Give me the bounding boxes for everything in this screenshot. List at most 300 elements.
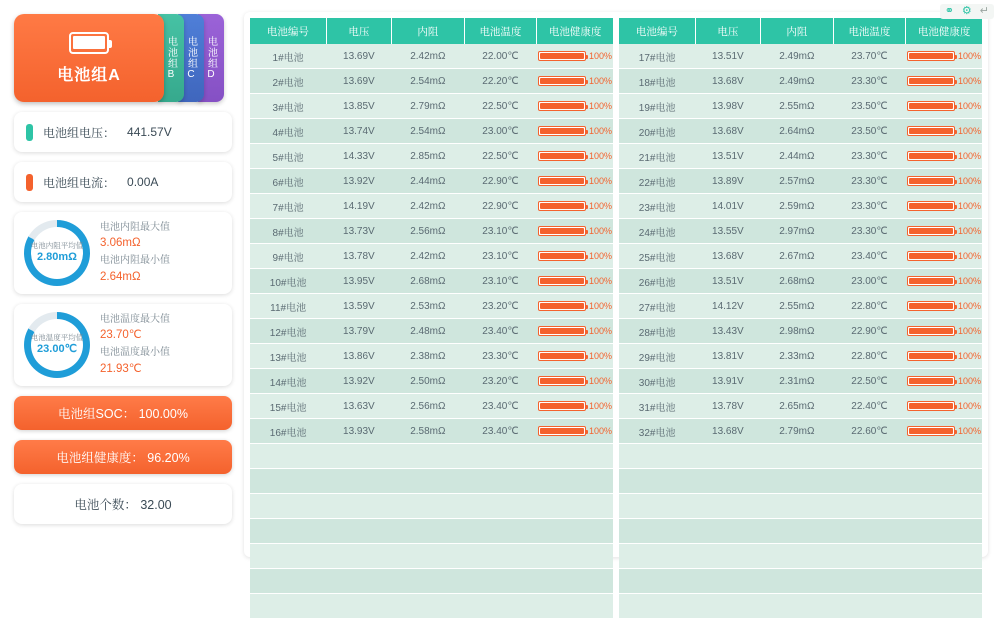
cell-temp: 23.70℃ [833, 44, 906, 69]
cell-resistance: 2.50mΩ [392, 369, 465, 394]
cell-voltage: 13.95V [326, 269, 391, 294]
table-body-right [619, 44, 982, 619]
cell-temp: 23.00℃ [464, 119, 537, 144]
cell-empty [906, 519, 982, 544]
soh-bar [538, 201, 586, 211]
soh-bar [907, 101, 955, 111]
cell-empty [833, 544, 906, 569]
soh-percent: 100% [588, 201, 612, 211]
cell-temp: 23.40℃ [464, 419, 537, 444]
cell-temp: 23.20℃ [464, 294, 537, 319]
table-row[interactable] [619, 169, 982, 194]
cell-resistance: 2.65mΩ [761, 394, 834, 419]
cell-soh [906, 169, 982, 194]
cell-voltage: 13.78V [326, 244, 391, 269]
cell-voltage: 13.69V [326, 44, 391, 69]
cell-id: 25#电池 [619, 244, 695, 269]
resistance-max-value: 3.06mΩ [100, 237, 141, 250]
table-row[interactable] [250, 144, 613, 169]
cell-empty [619, 594, 695, 619]
soh-bar [538, 226, 586, 236]
soh-percent: 100% [588, 76, 612, 86]
table-row-empty [250, 569, 613, 594]
cell-resistance: 2.31mΩ [761, 369, 834, 394]
soh-percent: 100% [957, 301, 981, 311]
battery-count-label: 电池个数： 32.00 [74, 498, 172, 512]
cell-id: 24#电池 [619, 219, 695, 244]
resistance-card [14, 212, 232, 294]
cell-soh [537, 244, 613, 269]
cell-resistance: 2.67mΩ [761, 244, 834, 269]
soh-bar [907, 251, 955, 261]
cell-resistance: 2.42mΩ [392, 244, 465, 269]
cell-resistance: 2.42mΩ [392, 194, 465, 219]
cell-resistance: 2.33mΩ [761, 344, 834, 369]
cell-id: 16#电池 [250, 419, 326, 444]
soh-percent: 100% [957, 401, 981, 411]
cell-soh [537, 119, 613, 144]
table-row[interactable] [250, 294, 613, 319]
cell-id: 14#电池 [250, 369, 326, 394]
cell-temp: 22.50℃ [464, 94, 537, 119]
cell-soh [906, 244, 982, 269]
cell-empty [250, 494, 326, 519]
table-row[interactable] [250, 244, 613, 269]
cell-empty [326, 569, 391, 594]
cell-id: 12#电池 [250, 319, 326, 344]
cell-voltage: 14.12V [695, 294, 760, 319]
cell-soh [906, 119, 982, 144]
soh-bar [538, 376, 586, 386]
cell-empty [761, 469, 834, 494]
soh-percent: 100% [957, 201, 981, 211]
cell-resistance: 2.54mΩ [392, 119, 465, 144]
table-row[interactable] [250, 119, 613, 144]
soh-bar [907, 151, 955, 161]
col-battery-id: 电池编号 [250, 18, 326, 44]
table-row[interactable] [250, 419, 613, 444]
cell-empty [250, 519, 326, 544]
cell-voltage: 13.59V [326, 294, 391, 319]
cell-empty [619, 444, 695, 469]
soh-percent: 100% [957, 176, 981, 186]
temperature-minmax [100, 312, 170, 379]
pack-soh-card [14, 440, 232, 474]
soh-percent: 100% [588, 376, 612, 386]
table-row-empty [250, 544, 613, 569]
soh-bar [538, 351, 586, 361]
cell-voltage: 14.01V [695, 194, 760, 219]
cell-id: 4#电池 [250, 119, 326, 144]
soh-percent: 100% [588, 51, 612, 61]
cell-id: 13#电池 [250, 344, 326, 369]
cell-voltage: 13.43V [695, 319, 760, 344]
table-row[interactable] [619, 294, 982, 319]
cell-empty [695, 469, 760, 494]
cell-id: 7#电池 [250, 194, 326, 219]
cell-id: 28#电池 [619, 319, 695, 344]
soh-percent: 100% [957, 426, 981, 436]
cell-empty [761, 494, 834, 519]
soh-bar [907, 376, 955, 386]
cell-id: 23#电池 [619, 194, 695, 219]
cell-soh [906, 144, 982, 169]
cell-id: 9#电池 [250, 244, 326, 269]
soh-bar [907, 276, 955, 286]
cell-resistance: 2.44mΩ [761, 144, 834, 169]
table-row[interactable] [250, 44, 613, 69]
cell-empty [537, 519, 613, 544]
cell-voltage: 13.63V [326, 394, 391, 419]
cell-empty [833, 594, 906, 619]
soh-bar [538, 76, 586, 86]
cell-temp: 22.40℃ [833, 394, 906, 419]
table-row[interactable] [250, 344, 613, 369]
temperature-gauge-value: 23.00℃ [37, 342, 77, 355]
link-icon[interactable]: ⚭ [944, 5, 954, 17]
table-row[interactable] [250, 394, 613, 419]
cell-empty [833, 444, 906, 469]
cell-soh [906, 194, 982, 219]
table-row-empty [250, 519, 613, 544]
soh-bar [538, 101, 586, 111]
soh-percent: 100% [588, 301, 612, 311]
resistance-gauge-value: 2.80mΩ [36, 250, 77, 263]
cell-empty [250, 544, 326, 569]
battery-count-card [14, 484, 232, 524]
col-soh: 电池健康度 [906, 18, 982, 44]
cell-voltage: 13.85V [326, 94, 391, 119]
cell-resistance: 2.98mΩ [761, 319, 834, 344]
cell-temp: 22.80℃ [833, 294, 906, 319]
cell-id: 31#电池 [619, 394, 695, 419]
cell-temp: 23.50℃ [833, 94, 906, 119]
cell-id: 2#电池 [250, 69, 326, 94]
cell-resistance: 2.79mΩ [761, 419, 834, 444]
cell-empty [761, 544, 834, 569]
table-row[interactable] [619, 94, 982, 119]
cell-temp: 22.80℃ [833, 344, 906, 369]
cell-soh [537, 94, 613, 119]
soh-percent: 100% [588, 426, 612, 436]
table-row[interactable] [619, 244, 982, 269]
cell-voltage: 13.51V [695, 269, 760, 294]
cell-empty [464, 519, 537, 544]
cell-soh [906, 69, 982, 94]
cell-empty [464, 544, 537, 569]
table-row[interactable] [250, 319, 613, 344]
table-row[interactable] [619, 369, 982, 394]
pack-current-label: 电池组电流： [43, 175, 116, 190]
soh-bar [907, 76, 955, 86]
cell-voltage: 14.33V [326, 144, 391, 169]
settings-icon[interactable]: ⚙ [961, 5, 972, 17]
cell-id: 20#电池 [619, 119, 695, 144]
cell-id: 26#电池 [619, 269, 695, 294]
cell-soh [906, 294, 982, 319]
cell-soh [906, 369, 982, 394]
cell-empty [906, 569, 982, 594]
temperature-max-value: 23.70℃ [100, 329, 142, 342]
cell-voltage: 13.92V [326, 169, 391, 194]
cell-temp: 22.60℃ [833, 419, 906, 444]
cell-empty [619, 544, 695, 569]
pack-soc-card [14, 396, 232, 430]
cell-empty [326, 519, 391, 544]
table-row[interactable] [250, 69, 613, 94]
soh-percent: 100% [957, 376, 981, 386]
cell-empty [392, 544, 465, 569]
cell-empty [250, 444, 326, 469]
soh-bar [538, 426, 586, 436]
cell-id: 22#电池 [619, 169, 695, 194]
cell-empty [326, 469, 391, 494]
col-resistance: 内阻 [392, 18, 465, 44]
cell-empty [695, 519, 760, 544]
temperature-max-label: 电池温度最大值 [100, 313, 170, 325]
cell-voltage: 13.69V [326, 69, 391, 94]
table-row[interactable] [619, 219, 982, 244]
cell-temp: 23.30℃ [833, 169, 906, 194]
table-row-empty [250, 494, 613, 519]
soh-percent: 100% [957, 76, 981, 86]
table-row[interactable] [619, 144, 982, 169]
table-row[interactable] [619, 119, 982, 144]
cell-empty [619, 569, 695, 594]
cell-resistance: 2.57mΩ [761, 169, 834, 194]
left-panel [0, 0, 232, 567]
table-row-empty [250, 469, 613, 494]
soh-bar [538, 51, 586, 61]
soh-percent: 100% [588, 101, 612, 111]
pack-soc-label: 电池组SOC： 100.00% [58, 407, 188, 421]
table-row[interactable] [619, 419, 982, 444]
cell-soh [537, 219, 613, 244]
cell-id: 5#电池 [250, 144, 326, 169]
table-row[interactable] [619, 344, 982, 369]
cell-resistance: 2.49mΩ [761, 44, 834, 69]
cell-temp: 23.30℃ [833, 69, 906, 94]
soh-percent: 100% [588, 251, 612, 261]
cell-id: 8#电池 [250, 219, 326, 244]
cell-empty [906, 594, 982, 619]
cell-empty [833, 519, 906, 544]
cell-voltage: 13.79V [326, 319, 391, 344]
pack-tab-a[interactable] [14, 14, 164, 102]
soh-percent: 100% [588, 226, 612, 236]
table-row-empty [250, 594, 613, 619]
table-row[interactable] [250, 219, 613, 244]
table-row[interactable] [250, 94, 613, 119]
soh-percent: 100% [588, 351, 612, 361]
cell-soh [537, 319, 613, 344]
cell-empty [695, 444, 760, 469]
cell-temp: 23.10℃ [464, 244, 537, 269]
table-row[interactable] [619, 394, 982, 419]
soh-bar [907, 401, 955, 411]
cell-resistance: 2.79mΩ [392, 94, 465, 119]
cell-empty [537, 544, 613, 569]
cell-voltage: 13.68V [695, 244, 760, 269]
soh-bar [907, 176, 955, 186]
soh-percent: 100% [588, 326, 612, 336]
cell-empty [537, 594, 613, 619]
cell-empty [392, 594, 465, 619]
pack-tab-a-label: 电池组A [57, 66, 121, 84]
cell-empty [833, 494, 906, 519]
cell-empty [761, 594, 834, 619]
collapse-icon[interactable]: ↵ [979, 5, 989, 17]
table-row[interactable] [619, 319, 982, 344]
table-header-row [619, 18, 982, 44]
cell-temp: 23.30℃ [833, 144, 906, 169]
soh-percent: 100% [957, 126, 981, 136]
cell-id: 18#电池 [619, 69, 695, 94]
cell-soh [906, 44, 982, 69]
soh-percent: 100% [957, 101, 981, 111]
cell-id: 21#电池 [619, 144, 695, 169]
soh-bar [907, 51, 955, 61]
cell-empty [833, 469, 906, 494]
soh-percent: 100% [957, 251, 981, 261]
battery-pack-tabs[interactable] [14, 14, 232, 102]
table-row[interactable] [619, 69, 982, 94]
cell-temp: 22.50℃ [833, 369, 906, 394]
cell-soh [906, 419, 982, 444]
cell-soh [537, 269, 613, 294]
cell-empty [761, 444, 834, 469]
cell-voltage: 13.78V [695, 394, 760, 419]
cell-voltage: 13.86V [326, 344, 391, 369]
cell-empty [464, 594, 537, 619]
cell-resistance: 2.68mΩ [761, 269, 834, 294]
table-row-empty [619, 444, 982, 469]
soh-bar [538, 251, 586, 261]
cell-id: 11#电池 [250, 294, 326, 319]
soh-bar [907, 326, 955, 336]
cell-resistance: 2.44mΩ [392, 169, 465, 194]
pack-voltage-label: 电池组电压： [43, 125, 116, 140]
cell-empty [464, 444, 537, 469]
cell-empty [619, 519, 695, 544]
cell-empty [392, 469, 465, 494]
cell-temp: 23.30℃ [833, 194, 906, 219]
pack-current-card [14, 162, 232, 202]
cell-temp: 22.20℃ [464, 69, 537, 94]
cell-temp: 23.00℃ [833, 269, 906, 294]
table-row[interactable] [250, 269, 613, 294]
soh-percent: 100% [957, 276, 981, 286]
table-row-empty [619, 519, 982, 544]
cell-resistance: 2.42mΩ [392, 44, 465, 69]
table-row-empty [250, 444, 613, 469]
cell-voltage: 13.81V [695, 344, 760, 369]
pack-current-value: 0.00A [127, 175, 159, 189]
table-row[interactable] [619, 269, 982, 294]
cell-empty [537, 469, 613, 494]
cell-empty [695, 569, 760, 594]
cell-voltage: 13.55V [695, 219, 760, 244]
cell-resistance: 2.58mΩ [392, 419, 465, 444]
cell-empty [392, 494, 465, 519]
cell-soh [537, 69, 613, 94]
cell-resistance: 2.56mΩ [392, 219, 465, 244]
cell-soh [906, 94, 982, 119]
cell-id: 19#电池 [619, 94, 695, 119]
cell-empty [537, 494, 613, 519]
cell-temp: 22.90℃ [464, 169, 537, 194]
table-row[interactable] [619, 44, 982, 69]
cell-empty [619, 469, 695, 494]
cell-temp: 23.20℃ [464, 369, 537, 394]
pack-voltage-card [14, 112, 232, 152]
table-row-empty [619, 544, 982, 569]
table-row[interactable] [619, 194, 982, 219]
temperature-min-value: 21.93℃ [100, 362, 142, 375]
cell-soh [537, 369, 613, 394]
cell-voltage: 13.98V [695, 94, 760, 119]
cell-soh [537, 169, 613, 194]
cell-id: 3#电池 [250, 94, 326, 119]
cell-empty [326, 594, 391, 619]
cell-empty [464, 569, 537, 594]
resistance-max-label: 电池内阻最大值 [100, 221, 170, 233]
cell-soh [537, 194, 613, 219]
pack-tab-c-label: 电池组C [185, 35, 197, 81]
soh-bar [538, 276, 586, 286]
cell-empty [464, 469, 537, 494]
cell-id: 1#电池 [250, 44, 326, 69]
cell-id: 10#电池 [250, 269, 326, 294]
soh-bar [538, 126, 586, 136]
voltage-indicator-icon [26, 124, 33, 141]
resistance-min-value: 2.64mΩ [100, 270, 141, 283]
table-row[interactable] [250, 369, 613, 394]
cell-empty [761, 569, 834, 594]
window-toolbar[interactable] [940, 4, 994, 19]
soh-percent: 100% [957, 51, 981, 61]
table-row[interactable] [250, 169, 613, 194]
cell-empty [464, 494, 537, 519]
cell-soh [537, 294, 613, 319]
pack-tab-b-label: 电池组B [165, 35, 177, 81]
cell-empty [250, 569, 326, 594]
cell-voltage: 13.68V [695, 119, 760, 144]
cell-voltage: 13.89V [695, 169, 760, 194]
cell-empty [833, 569, 906, 594]
battery-icon [69, 32, 109, 54]
cell-empty [761, 519, 834, 544]
soh-bar [538, 176, 586, 186]
cell-temp: 22.90℃ [833, 319, 906, 344]
cell-empty [326, 544, 391, 569]
cell-temp: 23.40℃ [833, 244, 906, 269]
table-header-row [250, 18, 613, 44]
col-soh: 电池健康度 [537, 18, 613, 44]
pack-soh-label: 电池组健康度： 96.20% [56, 451, 190, 465]
cell-empty [695, 494, 760, 519]
cell-resistance: 2.85mΩ [392, 144, 465, 169]
soh-percent: 100% [588, 176, 612, 186]
cell-id: 17#电池 [619, 44, 695, 69]
col-voltage: 电压 [326, 18, 391, 44]
cell-empty [326, 444, 391, 469]
soh-bar [907, 126, 955, 136]
pack-tab-d-label: 电池组D [205, 35, 217, 81]
table-row[interactable] [250, 194, 613, 219]
cell-soh [906, 344, 982, 369]
cell-empty [906, 469, 982, 494]
